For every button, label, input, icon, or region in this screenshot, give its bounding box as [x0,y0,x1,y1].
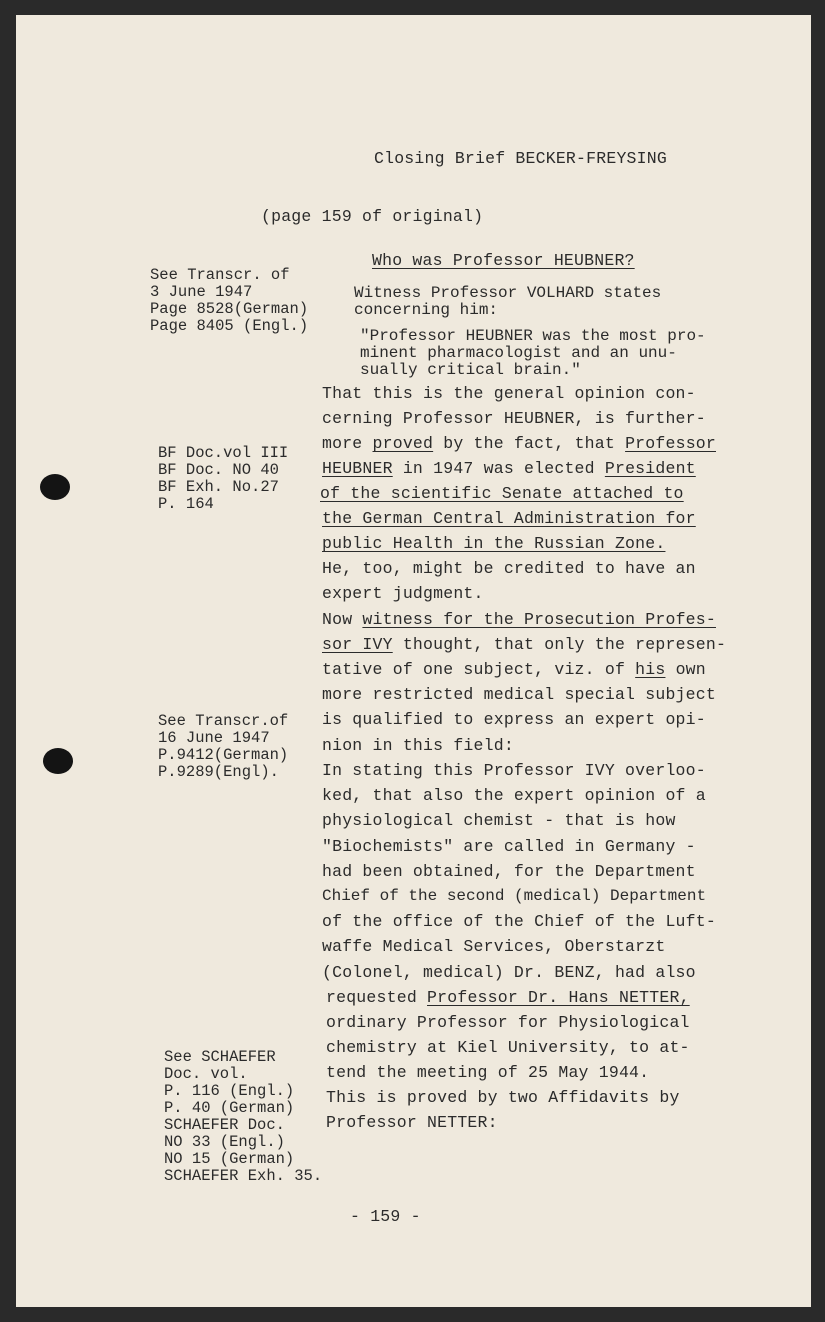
underlined-proved: proved [372,434,434,453]
margin-line: BF Exh. No.27 [158,478,279,496]
margin-line: 16 June 1947 [158,729,270,747]
body-line: cerning Professor HEUBNER, is further- [322,409,706,428]
body-line: waffe Medical Services, Oberstarzt [322,937,666,956]
margin-line: Doc. vol. [164,1065,248,1083]
text-run: Now [322,610,363,629]
body-line: chemistry at Kiel University, to at- [326,1038,690,1057]
margin-line: See SCHAEFER [164,1048,276,1066]
body-line: nion in this field: [322,736,514,755]
margin-line: Page 8405 (Engl.) [150,317,309,335]
text-run: thought, that only the represen- [392,635,727,654]
margin-line: BF Doc. NO 40 [158,461,279,479]
body-line: of the office of the Chief of the Luft- [322,912,716,931]
margin-note-transcript-june3 [150,267,308,335]
body-line: This is proved by two Affidavits by [326,1088,680,1107]
body-line: concerning him: [354,301,499,319]
underlined-text: President [604,459,696,478]
body-line [322,607,716,632]
body-line: ordinary Professor for Physiological [326,1013,690,1032]
margin-line: See Transcr. of [150,266,290,284]
body-line [322,531,665,556]
margin-line: Page 8528(German) [150,300,309,318]
underlined-text: Professor [625,434,716,453]
text-run: by the fact, that [433,434,626,453]
underlined-text: Professor Dr. Hans NETTER, [427,988,690,1007]
text-run: in 1947 was elected [392,459,605,478]
margin-line: P. 116 (Engl.) [164,1082,295,1100]
body-line: That this is the general opinion con- [322,384,696,403]
underlined-text: public Health in the Russian Zone. [322,534,666,553]
body-line: (Colonel, medical) Dr. BENZ, had also [322,963,696,982]
margin-note-bf-doc [158,445,288,513]
margin-line: SCHAEFER Doc. [164,1116,285,1134]
body-line [322,506,696,531]
margin-line: SCHAEFER Exh. 35. [164,1167,323,1185]
body-line: In stating this Professor IVY overloo- [322,761,706,780]
margin-line: See Transcr.of [158,712,289,730]
body-line: tend the meeting of 25 May 1944. [326,1063,650,1082]
body-line [320,481,684,506]
body-line [322,456,696,481]
body-line: Professor NETTER: [326,1113,498,1132]
underlined-text: HEUBNER [322,459,393,478]
margin-line: P.9412(German) [158,746,289,764]
body-line: Chief of the second (medical) Department [322,887,707,905]
underlined-text: sor IVY [322,635,393,654]
margin-line: P.9289(Engl). [158,763,279,781]
body-line: sually critical brain." [360,361,581,379]
margin-line: NO 33 (Engl.) [164,1133,285,1151]
document-page [16,15,811,1307]
body-line: expert judgment. [322,584,484,603]
punch-hole-top [40,474,70,500]
margin-line: P. 164 [158,495,214,513]
margin-line: BF Doc.vol III [158,444,289,462]
body-line: more restricted medical special subject [322,685,716,704]
text-run: tative of one subject, viz. of [322,660,636,679]
body-line: "Biochemists" are called in Germany - [322,837,696,856]
body-line [322,657,706,682]
underlined-his: his [635,660,666,679]
body-line: physiological chemist - that is how [322,811,676,830]
body-line [326,985,690,1010]
document-title: Closing Brief BECKER-FREYSING [374,149,667,168]
margin-line: 3 June 1947 [150,283,253,301]
body-line: minent pharmacologist and an unu- [360,344,677,362]
section-heading [372,248,635,273]
body-line: He, too, might be credited to have an [322,559,696,578]
underlined-text: the German Central Administration for [322,509,696,528]
body-line: "Professor HEUBNER was the most pro- [360,327,706,345]
page-reference: (page 159 of original) [261,207,484,226]
body-line: Witness Professor VOLHARD states [354,284,662,302]
body-line: ked, that also the expert opinion of a [322,786,706,805]
margin-note-transcript-june16 [158,713,288,781]
margin-line: NO 15 (German) [164,1150,295,1168]
text-run: requested [326,988,428,1007]
section-heading-text: Who was Professor HEUBNER? [372,251,635,270]
body-line [322,431,716,456]
body-line [322,632,726,657]
body-line: is qualified to express an expert opi- [322,710,706,729]
page-number: - 159 - [350,1207,421,1226]
text-run: more [322,434,373,453]
underlined-text: witness for the Prosecution Profes- [362,610,716,629]
volhard-quote [360,328,706,379]
body-line: had been obtained, for the Department [322,862,696,881]
underlined-text: of the scientific Senate attached to [320,484,684,503]
margin-note-schaefer [164,1049,322,1185]
text-run: own [665,660,706,679]
punch-hole-bottom [43,748,73,774]
volhard-intro [354,285,661,319]
margin-line: P. 40 (German) [164,1099,295,1117]
